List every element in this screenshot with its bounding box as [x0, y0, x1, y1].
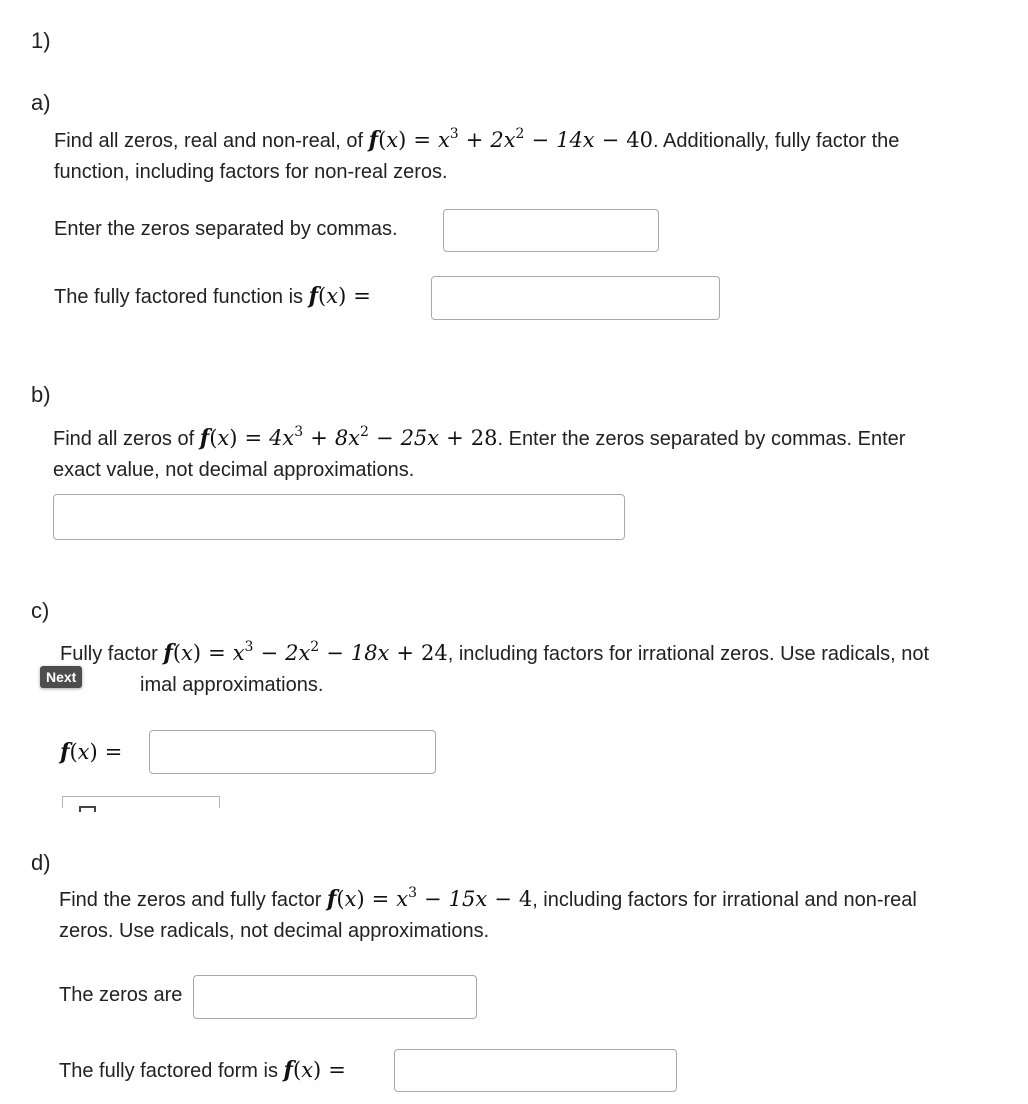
part-b-question-line1 — [53, 422, 905, 455]
checkbox-icon — [79, 806, 96, 812]
part-d-factored-input[interactable] — [394, 1049, 677, 1092]
part-b-zeros-input[interactable] — [53, 494, 625, 540]
part-b-question-line2: exact value, not decimal approximations. — [53, 459, 415, 481]
part-c-question-line1 — [60, 637, 929, 670]
part-b-outro: . Enter the zeros separated by commas. Enter — [497, 428, 906, 450]
part-c-question-line2: imal approximations. — [140, 674, 324, 696]
next-button[interactable]: Next — [40, 666, 82, 688]
part-b-equation: $f(x) = 4x^3 + 8x^2 - 25x + 28$ — [199, 424, 498, 451]
part-a-label: a) — [31, 90, 51, 115]
part-d-factored-prompt: The fully factored form is f(x) = — [59, 1054, 353, 1087]
part-c-factored-input[interactable] — [149, 730, 436, 774]
problem-number: 1) — [31, 28, 51, 53]
part-a-factored-input[interactable] — [431, 276, 720, 320]
part-a-zeros-input[interactable] — [443, 209, 659, 252]
part-a-outro: . Additionally, fully factor the — [653, 130, 900, 152]
part-a-question-line2: function, including factors for non-real zeros. — [54, 161, 448, 183]
part-d-fx: f(x) = — [283, 1057, 346, 1083]
part-d-question-line2: zeros. Use radicals, not decimal approximations. — [59, 920, 490, 942]
part-d-zeros-prompt: The zeros are — [59, 984, 183, 1006]
part-b-label: b) — [31, 382, 51, 407]
part-d-question-line1 — [59, 883, 917, 916]
part-a-zeros-prompt: Enter the zeros separated by commas. — [54, 218, 398, 240]
part-c-label: c) — [31, 598, 50, 623]
partially-hidden-widget — [62, 796, 220, 808]
part-c-fx-prompt: f(x) = — [60, 739, 123, 765]
part-c-outro: , including factors for irrational zeros. Use radicals, not — [447, 643, 930, 665]
part-c-equation: $f(x) = x^3 - 2x^2 - 18x + 24$ — [163, 639, 448, 666]
part-d-equation: $f(x) = x^3 - 15x - 4$ — [326, 885, 533, 912]
part-a-question-line1 — [54, 124, 899, 157]
part-b-intro: Find all zeros of — [53, 428, 195, 450]
part-d-label: d) — [31, 850, 51, 875]
part-a-intro: Find all zeros, real and non-real, of — [54, 130, 364, 152]
part-d-zeros-input[interactable] — [193, 975, 477, 1019]
part-d-intro: Find the zeros and fully factor — [59, 889, 322, 911]
part-a-fx: f(x) = — [308, 283, 371, 309]
part-a-equation: $f(x) = x^3 + 2x^2 - 14x - 40$ — [368, 126, 653, 153]
part-d-outro: , including factors for irrational and non-real — [532, 889, 917, 911]
part-c-intro: Fully factor — [60, 643, 158, 665]
part-a-factored-prompt: The fully factored function is f(x) = — [54, 280, 378, 313]
